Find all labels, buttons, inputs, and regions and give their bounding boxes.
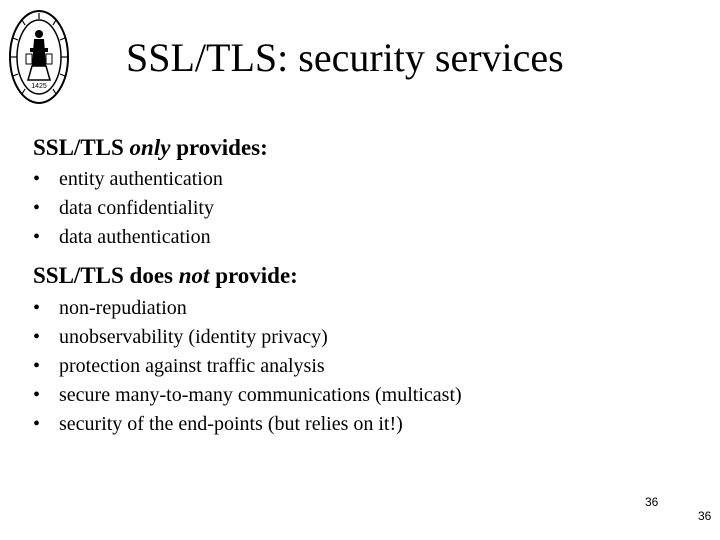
heading-text: provide: — [209, 263, 298, 288]
heading-text: SSL/TLS — [33, 135, 130, 160]
list-item-text: data authentication — [59, 226, 211, 248]
university-seal-logo — [8, 8, 70, 106]
bullet-icon: • — [33, 413, 41, 435]
bullet-icon: • — [33, 297, 41, 319]
provides-list — [33, 165, 223, 252]
heading-emphasis: only — [129, 135, 171, 160]
bullet-icon: • — [33, 197, 41, 219]
list-item — [33, 381, 462, 410]
list-item-text: security of the end-points (but relies on it!) — [59, 413, 403, 435]
list-item-text: entity authentication — [59, 168, 223, 190]
list-item-text: secure many-to-many communications (multicast) — [59, 384, 462, 406]
page-number: 36 — [645, 495, 659, 509]
bullet-icon: • — [33, 226, 41, 248]
list-item-text: data confidentiality — [59, 197, 214, 219]
list-item-text: unobservability (identity privacy) — [59, 326, 328, 348]
heading-text: provides: — [170, 135, 268, 160]
list-item — [33, 294, 462, 323]
heading-text: SSL/TLS does — [33, 263, 179, 288]
not-provide-list — [33, 294, 462, 439]
seal-year: 1425 — [31, 83, 47, 90]
heading-emphasis: not — [178, 263, 210, 288]
bullet-icon: • — [33, 168, 41, 190]
list-item-text: protection against traffic analysis — [59, 355, 325, 377]
bullet-icon: • — [33, 326, 41, 348]
list-item — [33, 323, 462, 352]
bullet-icon: • — [33, 355, 41, 377]
list-item-text: non-repudiation — [59, 297, 187, 319]
section-heading-provides — [33, 136, 268, 159]
page-number: 36 — [698, 509, 712, 523]
list-item — [33, 165, 223, 194]
section-heading-not-provide — [33, 264, 298, 287]
list-item — [33, 410, 462, 439]
slide-title: SSL/TLS: security services — [126, 35, 564, 80]
list-item — [33, 352, 462, 381]
list-item — [33, 194, 223, 223]
bullet-icon: • — [33, 384, 41, 406]
list-item — [33, 223, 223, 252]
